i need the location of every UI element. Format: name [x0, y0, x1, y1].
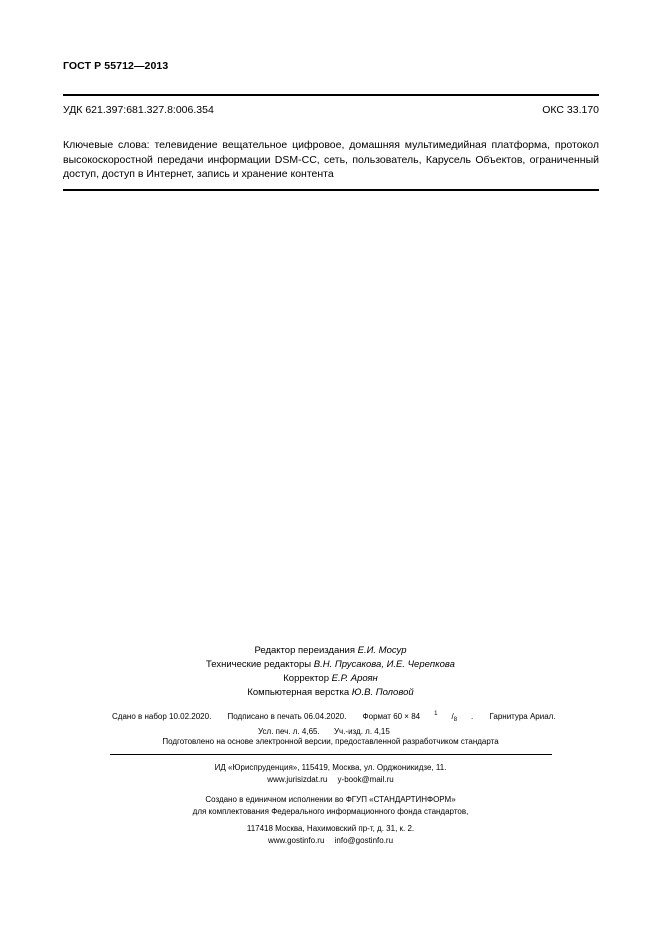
printer-line-1: Создано в единичном исполнении во ФГУП «СТАНДАРТИНФОРМ» — [205, 795, 456, 804]
publisher-site-link[interactable]: www.jurisizdat.ru — [267, 774, 328, 784]
tech-editors-names: В.Н. Прусакова, И.Е. Черепкова — [313, 659, 455, 670]
oks-code: ОКС 33.170 — [542, 104, 599, 116]
top-rule — [63, 94, 599, 96]
tech-editors-line — [0, 658, 661, 672]
proofreader-label: Корректор — [283, 673, 329, 684]
footer-rule — [110, 754, 552, 755]
signed-date: Подписано в печать 06.04.2020. — [227, 711, 347, 721]
layout-line — [0, 686, 661, 700]
proofreader-name: Е.Р. Ароян — [331, 673, 378, 684]
publisher-block — [0, 762, 661, 785]
printer-block — [0, 794, 661, 846]
printer-site-link[interactable]: www.gostinfo.ru — [267, 835, 325, 845]
sheets-row — [112, 726, 552, 737]
print-sheets: Усл. печ. л. 4,65. — [258, 727, 320, 737]
paper-format: Формат 60 × 84 $^1$ $/_8$ . — [362, 711, 474, 724]
reissue-editor-name: Е.И. Мосур — [357, 645, 407, 656]
layout-name: Ю.В. Половой — [351, 687, 414, 698]
keywords-paragraph: Ключевые слова: телевидение вещательное цифровое, домашняя мультимедийная платформа, протокол высокоскоростной передачи информации DSM-CC, сеть, пользователь, Карусель Объектов, ограниченный доступ, доступ в Интернет, запись и хранение контента — [63, 139, 599, 180]
proofreader-line — [0, 672, 661, 686]
publisher-email-link[interactable]: y-book@mail.ru — [337, 774, 394, 784]
printer-contacts — [0, 835, 661, 847]
printer-address: 117418 Москва, Нахимовский пр-т, д. 31, к. 2. — [246, 824, 415, 833]
reissue-editor-label: Редактор переиздания — [254, 645, 355, 656]
typeset-date: Сдано в набор 10.02.2020. — [112, 711, 212, 721]
format-denominator: 8 — [453, 717, 458, 724]
typeface: Гарнитура Ариал. — [489, 711, 556, 721]
standard-number: ГОСТ Р 55712—2013 — [63, 60, 169, 72]
printer-email-link[interactable]: info@gostinfo.ru — [334, 835, 394, 845]
publication-info — [112, 709, 556, 737]
reissue-editor-line — [0, 644, 661, 658]
publisher-sheets: Уч.-изд. л. 4,15 — [333, 727, 390, 737]
format-numerator: 1 — [434, 711, 438, 717]
editors-block — [0, 644, 661, 700]
publisher-line: ИД «Юриспруденция», 115419, Москва, ул. Орджоникидзе, 11. — [214, 763, 447, 772]
publisher-contacts — [0, 774, 661, 786]
keywords-rule — [63, 189, 599, 191]
prepared-note: Подготовлено на основе электронной версии, предоставленной разработчиком стандарта — [162, 737, 499, 746]
tech-editors-label: Технические редакторы — [206, 659, 312, 670]
publication-info-row — [112, 709, 556, 726]
udk-code: УДК 621.397:681.327.8:006.354 — [63, 104, 214, 116]
printer-line-2: для комплектования Федерального информационного фонда стандартов, — [192, 806, 469, 816]
layout-label: Компьютерная верстка — [247, 687, 350, 698]
format-prefix: Формат 60 × 84 — [362, 711, 421, 721]
